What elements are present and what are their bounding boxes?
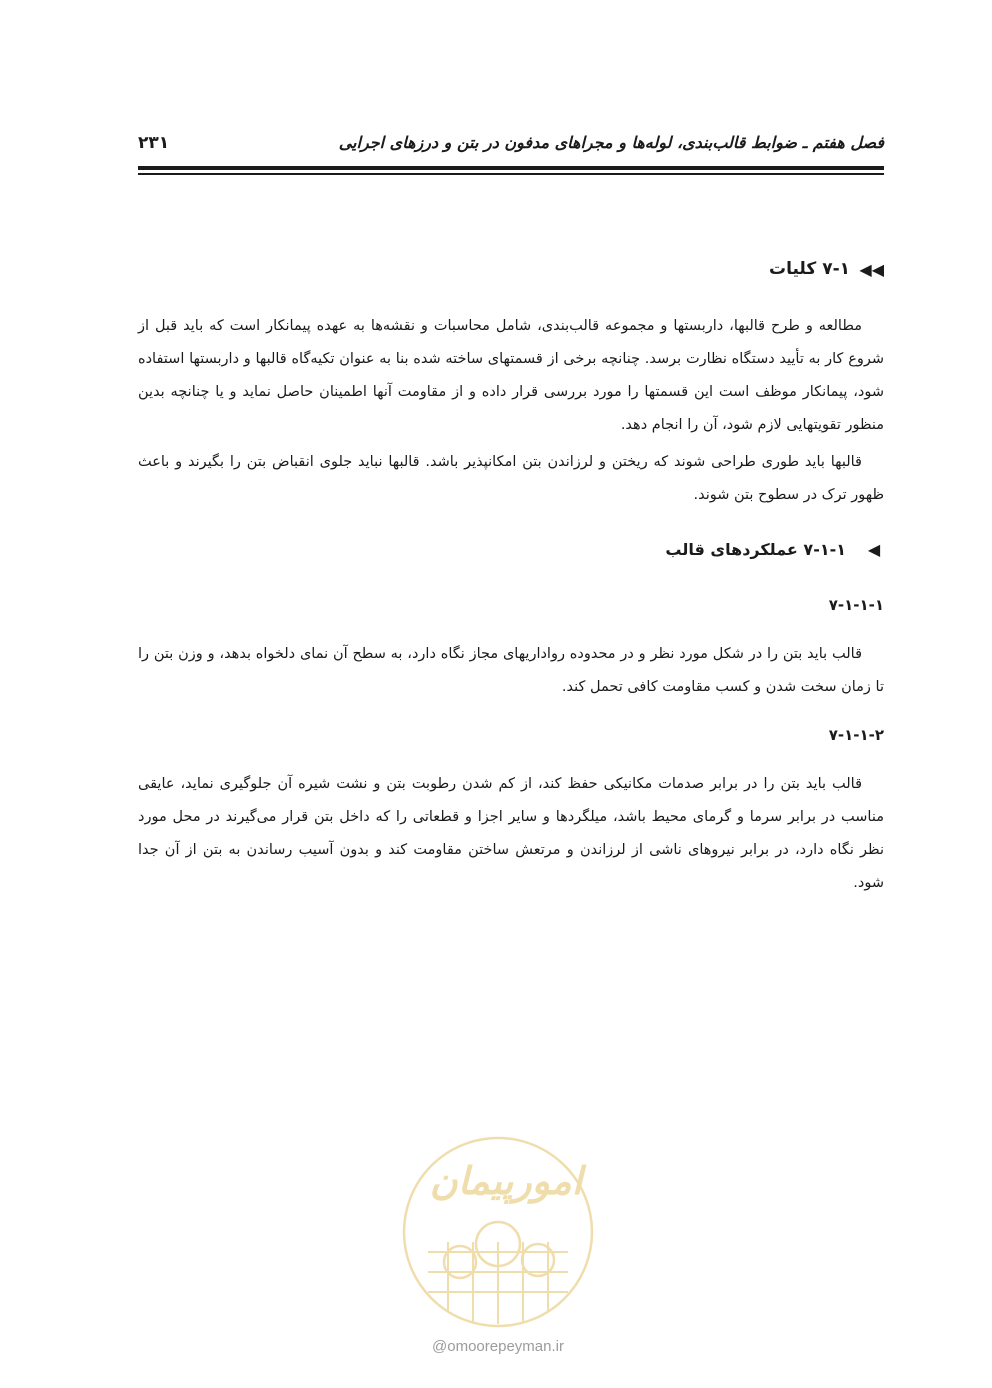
watermark-logo — [388, 1132, 608, 1332]
subsection-heading — [138, 530, 884, 568]
section-heading-text: ۷-۱ کلیات — [769, 259, 850, 279]
item-body — [138, 638, 884, 704]
logo-grid — [428, 1242, 568, 1324]
chapter-title: فصل هفتم ـ ضوابط قالب‌بندی، لوله‌ها و مجراهای مدفون در بتن و درزهای اجرایی — [338, 133, 884, 152]
logo-text: امورپیمان — [429, 1158, 583, 1203]
section-paragraph: مطالعه و طرح قالبها، داربستها و مجموعه قالب‌بندی، شامل محاسبات و نقشه‌ها به عهده پیمانکار است که باید قبل از شروع کار به تأیید دستگاه نظارت برسد. چنانچه برخی از قسمتهای ساخته شده بنا به عنوان تکیه‌گاه قالبها و داربستها استفاده شود، پیمانکار موظف است این قسمتها را مورد بررسی قرار داده و از مقاومت آنها اطمینان حاصل نماید و یا چنانچه بدین منظور تقویتهایی لازم شود، آن را انجام دهد. — [138, 318, 884, 433]
item-body — [138, 768, 884, 900]
item-paragraph: قالب باید بتن را در شکل مورد نظر و در محدوده رواداریهای مجاز نگاه دارد، به سطح آن نمای دلخواه بدهد، و وزن بتن را تا زمان سخت شدن و کسب مقاومت کافی تحمل کند. — [138, 646, 884, 695]
main-content — [138, 250, 884, 912]
arrow-icon: ◀ — [867, 539, 881, 559]
item-number: ۷-۱-۱-۱ — [828, 596, 884, 614]
item-number: ۷-۱-۱-۲ — [828, 726, 884, 744]
header-rule-thin — [138, 173, 884, 175]
section-paragraph: قالبها باید طوری طراحی شوند که ریختن و لرزاندن بتن امکانپذیر باشد. قالبها نباید جلوی انقباض بتن را بگیرند و باعث ظهور ترک در سطوح بتن شوند. — [138, 454, 884, 503]
watermark-url: @omoorepeyman.ir — [432, 1338, 564, 1355]
running-header — [138, 126, 884, 160]
subsection-heading-text: ۷-۱-۱ عملکردهای قالب — [665, 539, 846, 559]
double-arrow-icon: ◀◀ — [859, 259, 884, 279]
section-heading — [138, 250, 884, 288]
section-body — [138, 310, 884, 512]
item-paragraph: قالب باید بتن را در برابر صدمات مکانیکی حفظ کند، از کم شدن رطوبت بتن و نشت شیره آن جلوگیری نماید، عایقی مناسب در برابر سرما و گرمای محیط باشد، میلگردها و سایر اجزا و قطعاتی را که داخل بتن قرار می‌گیرند در محل مورد نظر نگاه دارد، در برابر نیروهای ناشی از لرزاندن و مرتعش ساختن مقاومت کند و بدون آسیب رساندن به بتن از آن جدا شود. — [138, 776, 884, 891]
header-rule-thick — [138, 166, 884, 170]
page-number: ۲۳۱ — [138, 133, 170, 153]
